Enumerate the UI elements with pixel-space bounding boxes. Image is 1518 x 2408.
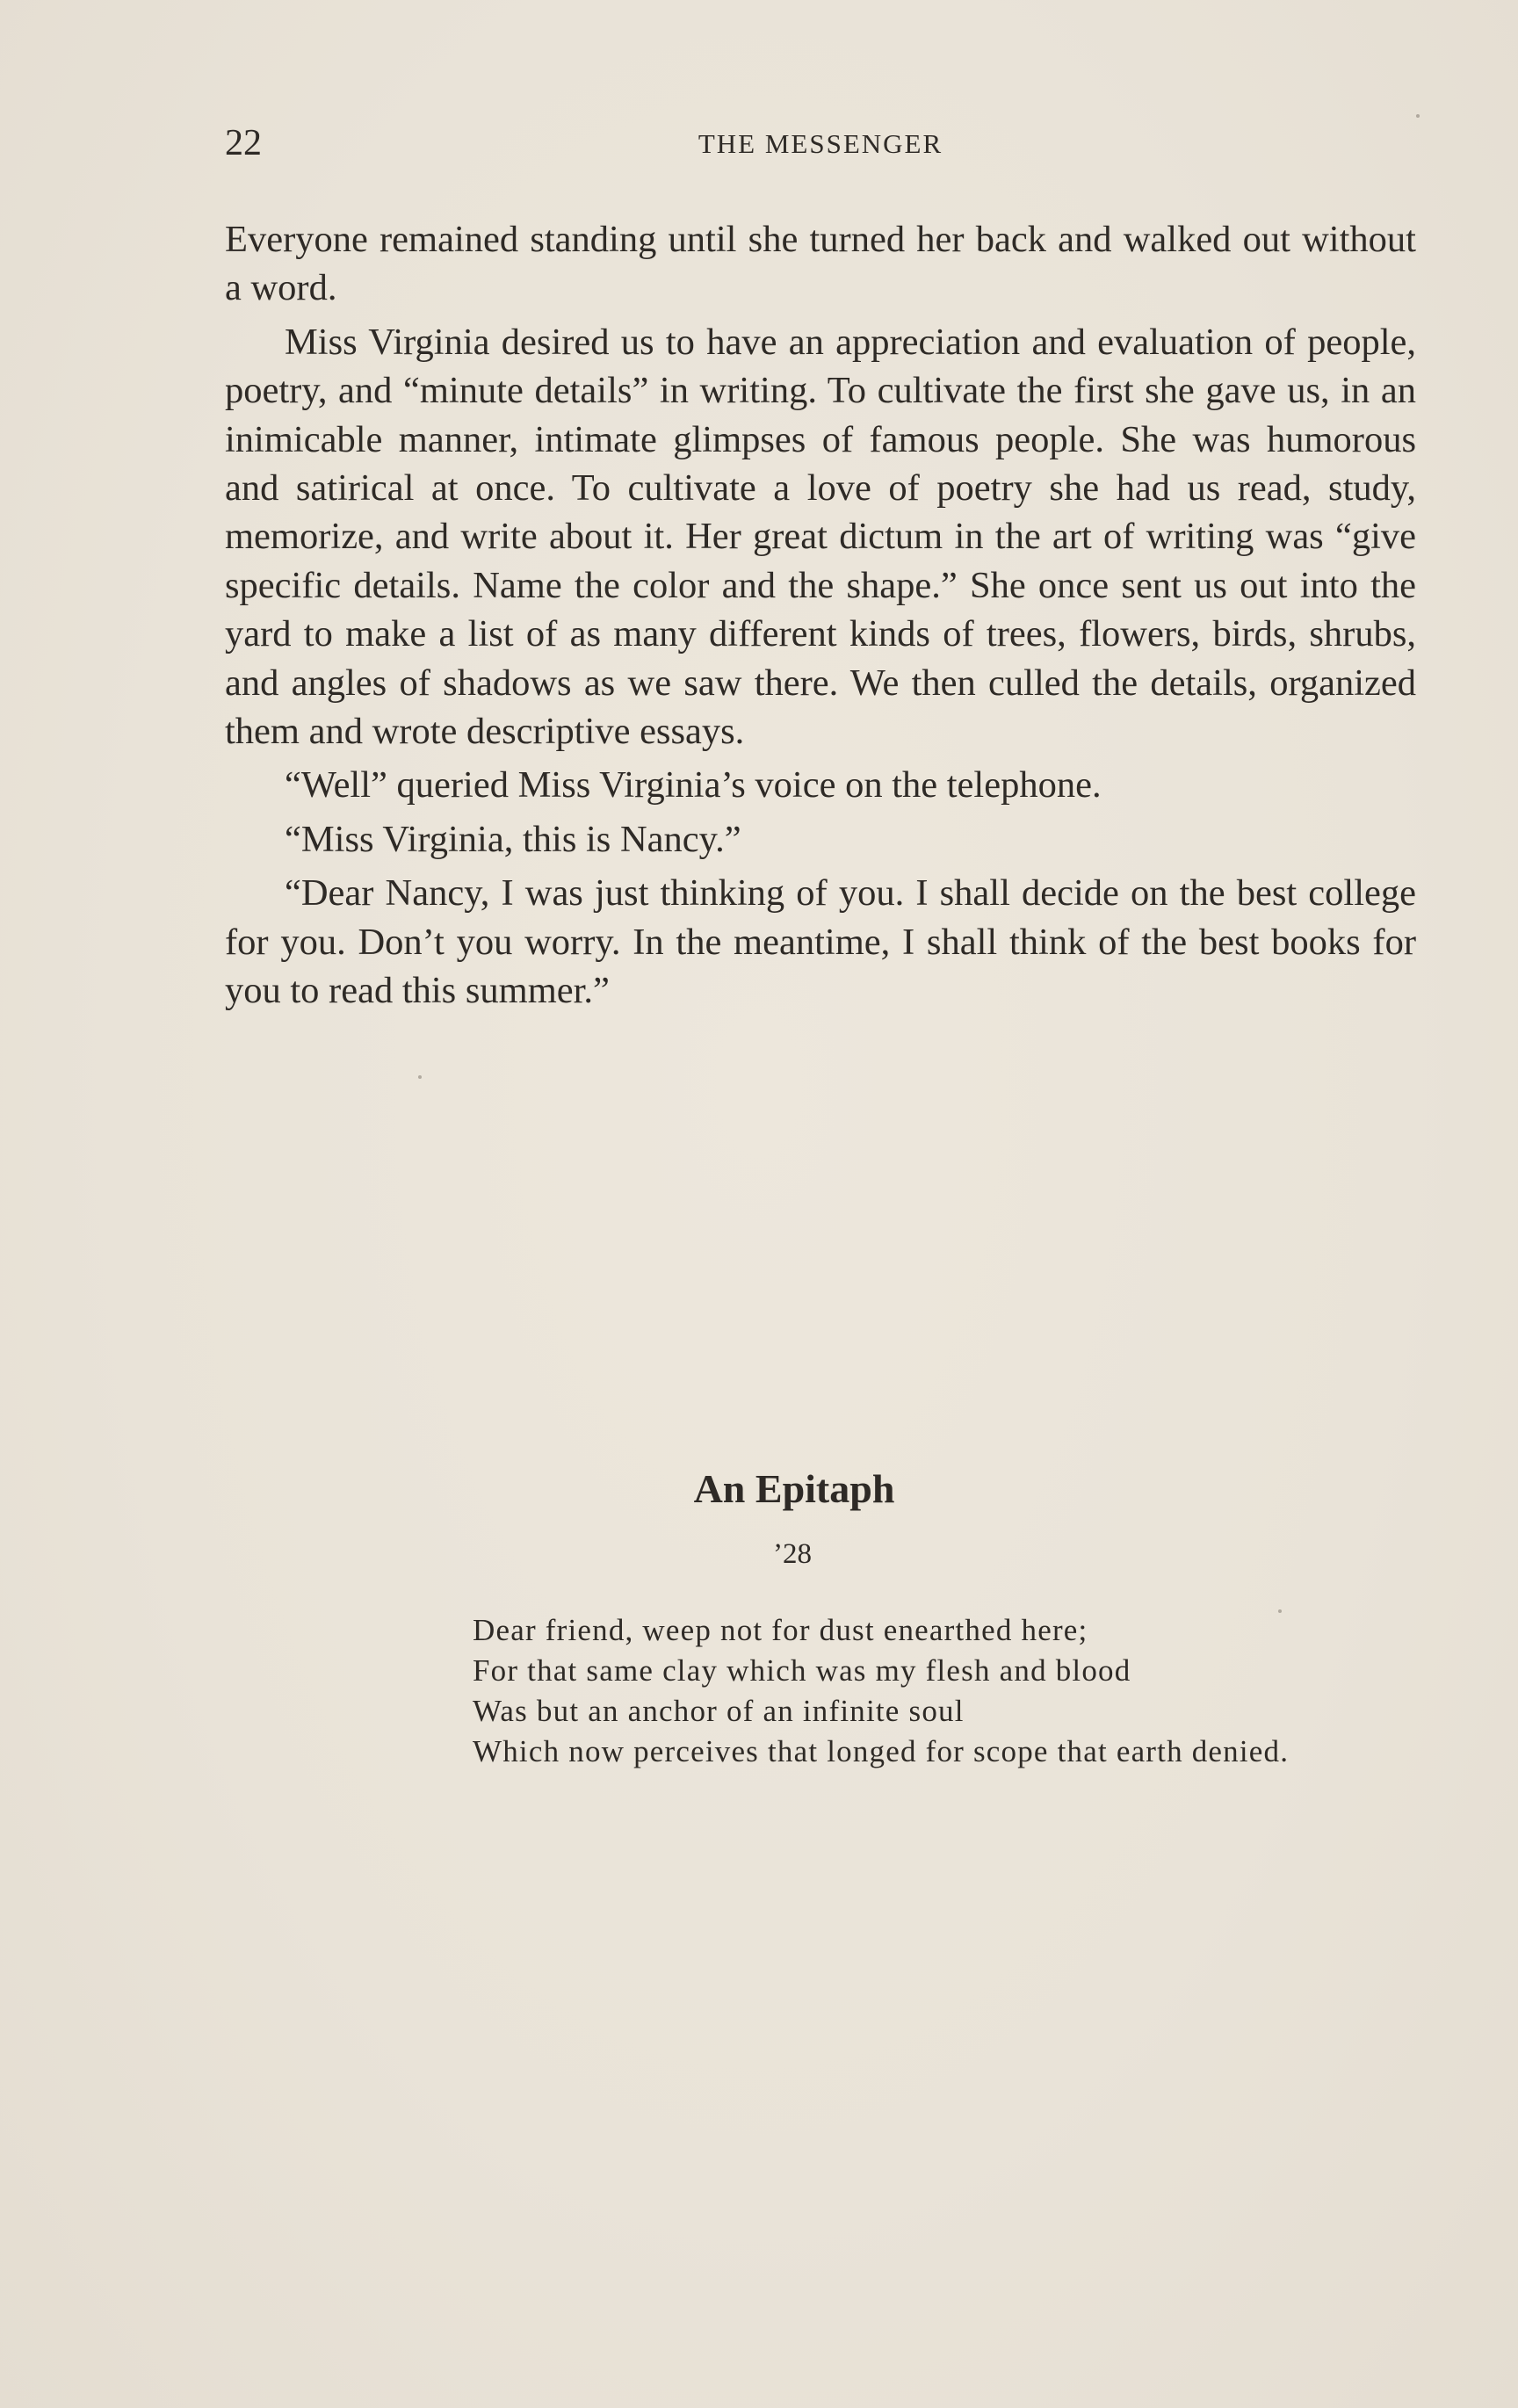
paper-speck xyxy=(418,1075,422,1079)
body-text xyxy=(225,215,1416,1021)
poem-lines xyxy=(473,1610,1421,1772)
paragraph: Miss Virginia desired us to have an appreciation and evaluation of people, poetry, and “minute details” in writing. To cultivate the first she gave us, in an inimicable manner, intimate glimpses of famous people. She was humorous and satirical at once. To cultivate a love of poetry she had us read, study, memorize, and write about it. Her great dictum in the art of writing was “give specific details. Name the color and the shape.” She once sent us out into the yard to make a list of as many different kinds of trees, flowers, birds, shrubs, and angles of shadows as we saw there. We then culled the details, organized them and wrote descriptive essays. xyxy=(225,321,1416,753)
poem xyxy=(0,1463,1518,1768)
paragraph: “Dear Nancy, I was just thinking of you. I shall decide on the best college for you. Don’t you worry. In the meantime, I shall think of the best books for you to read this summer.” xyxy=(225,872,1416,1012)
poem-author: ’28 xyxy=(773,1538,812,1570)
paper-speck xyxy=(1278,1609,1282,1613)
poem-line: Dear friend, weep not for dust enearthed here; xyxy=(473,1613,1088,1647)
poem-line: For that same clay which was my flesh and blood xyxy=(473,1653,1131,1688)
paragraph: Everyone remained standing until she turned her back and walked out without a word. xyxy=(225,219,1416,309)
running-title: THE MESSENGER xyxy=(698,128,943,159)
paragraph: “Well” queried Miss Virginia’s voice on the telephone. xyxy=(285,764,1102,806)
poem-line: Was but an anchor of an infinite soul xyxy=(473,1694,965,1728)
paragraph: “Miss Virginia, this is Nancy.” xyxy=(285,818,741,860)
running-head xyxy=(225,121,1416,165)
poem-line: Which now perceives that longed for scope that earth denied. xyxy=(473,1734,1290,1768)
paper-speck xyxy=(1416,114,1420,118)
page-number: 22 xyxy=(225,123,262,163)
poem-title: An Epitaph xyxy=(693,1466,895,1511)
